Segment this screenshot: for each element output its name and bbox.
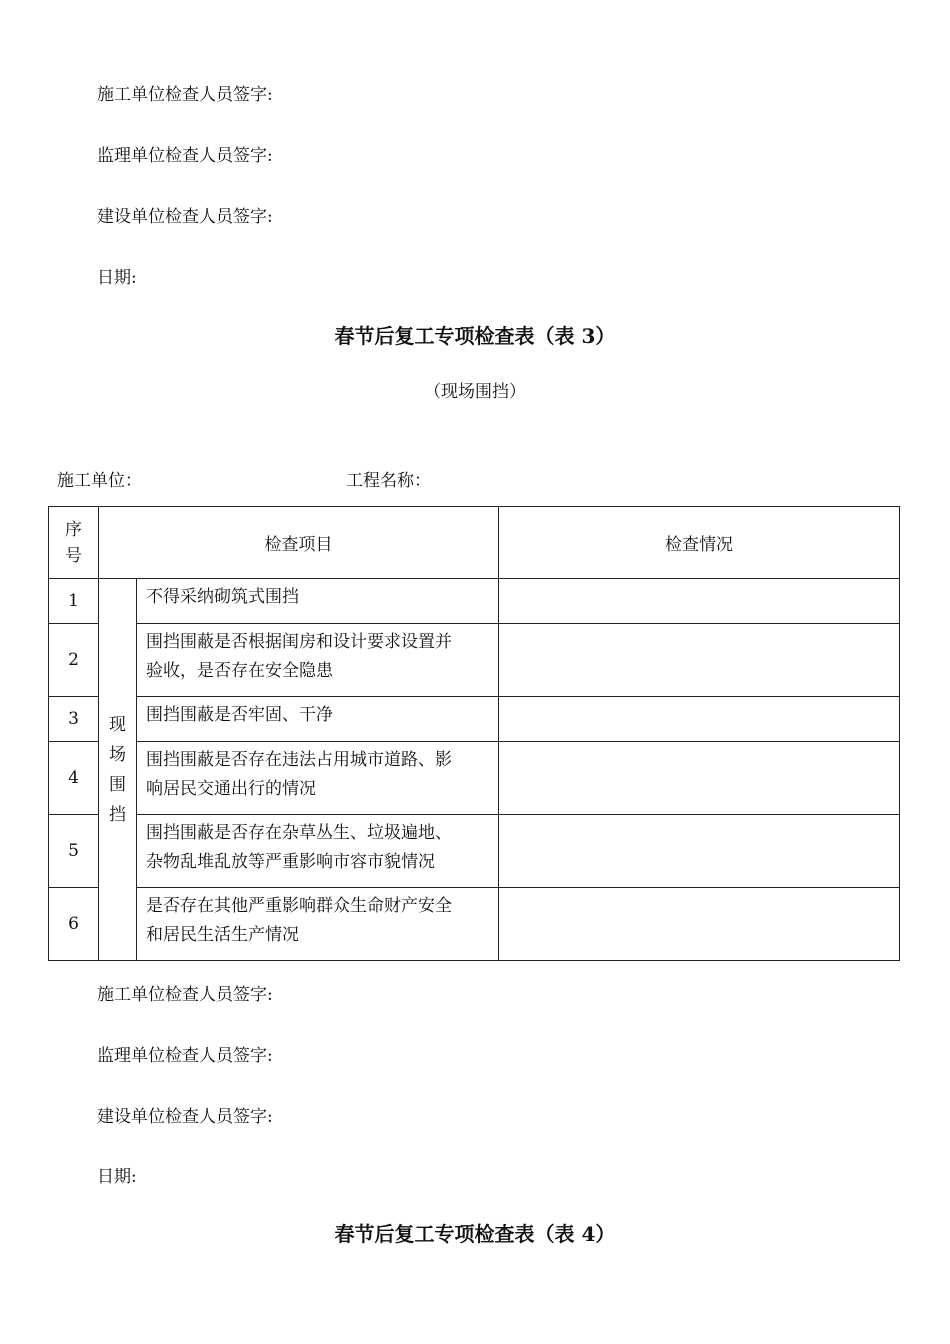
table-row — [49, 579, 900, 624]
seq-header-line2: 号 — [65, 545, 82, 566]
status-cell[interactable] — [499, 815, 900, 888]
check-item-line: 围挡围蔽是否存在违法占用城市道路、影 — [146, 750, 452, 770]
construction-unit-label: 施工单位： — [57, 471, 142, 491]
table3-title: 春节后复工专项检查表（表 3） — [334, 324, 616, 348]
check-item — [137, 624, 499, 697]
top-date: 日期: — [97, 268, 137, 288]
bottom-date: 日期: — [97, 1167, 137, 1187]
row-number: 6 — [49, 888, 99, 961]
top-signature-construction: 施工单位检查人员签字: — [97, 85, 273, 105]
bottom-signature-construction: 施工单位检查人员签字: — [97, 985, 273, 1005]
table3-subtitle: （现场围挡） — [424, 382, 526, 402]
check-item-line: 和居民生活生产情况 — [146, 925, 299, 945]
table-row — [49, 815, 900, 888]
check-item-line: 验收，是否存在安全隐患 — [146, 661, 333, 681]
status-cell[interactable] — [499, 624, 900, 697]
row-number: 5 — [49, 815, 99, 888]
category-cell — [99, 579, 137, 961]
status-cell[interactable] — [499, 742, 900, 815]
status-header: 检查情况 — [499, 507, 900, 579]
check-item-line: 围挡围蔽是否牢固、干净 — [146, 705, 333, 725]
check-item-line: 是否存在其他严重影响群众生命财产安全 — [146, 896, 452, 916]
row-number: 1 — [49, 579, 99, 624]
check-item — [137, 697, 499, 742]
inspection-table — [48, 506, 900, 961]
row-number: 4 — [49, 742, 99, 815]
bottom-signature-owner: 建设单位检查人员签字: — [97, 1107, 273, 1127]
table4-title: 春节后复工专项检查表（表 4） — [334, 1222, 616, 1246]
table-row — [49, 888, 900, 961]
check-item-line: 杂物乱堆乱放等严重影响市容市貌情况 — [146, 852, 435, 872]
status-cell[interactable] — [499, 888, 900, 961]
table-header-row — [49, 507, 900, 579]
bottom-signature-supervision: 监理单位检查人员签字: — [97, 1046, 273, 1066]
status-cell[interactable] — [499, 697, 900, 742]
category-char: 围 — [109, 774, 126, 795]
table-row — [49, 697, 900, 742]
row-number: 2 — [49, 624, 99, 697]
check-item — [137, 579, 499, 624]
seq-header — [49, 507, 99, 579]
status-cell[interactable] — [499, 579, 900, 624]
check-item-line: 响居民交通出行的情况 — [146, 779, 316, 799]
top-signature-supervision: 监理单位检查人员签字: — [97, 146, 273, 166]
seq-header-line1: 序 — [65, 519, 82, 540]
category-char: 现 — [109, 714, 126, 735]
check-item-line: 围挡围蔽是否存在杂草丛生、垃圾遍地、 — [146, 823, 452, 843]
category-char: 场 — [109, 744, 126, 765]
top-signature-owner: 建设单位检查人员签字: — [97, 207, 273, 227]
check-item — [137, 888, 499, 961]
table-row — [49, 742, 900, 815]
check-item-line: 围挡围蔽是否根据闺房和设计要求设置并 — [146, 632, 452, 652]
table-row — [49, 624, 900, 697]
check-item — [137, 815, 499, 888]
check-item — [137, 742, 499, 815]
row-number: 3 — [49, 697, 99, 742]
category-char: 挡 — [109, 804, 126, 825]
item-header: 检查项目 — [99, 507, 499, 579]
project-name-label: 工程名称： — [346, 471, 431, 491]
check-item-line: 不得采纳砌筑式围挡 — [146, 587, 299, 607]
